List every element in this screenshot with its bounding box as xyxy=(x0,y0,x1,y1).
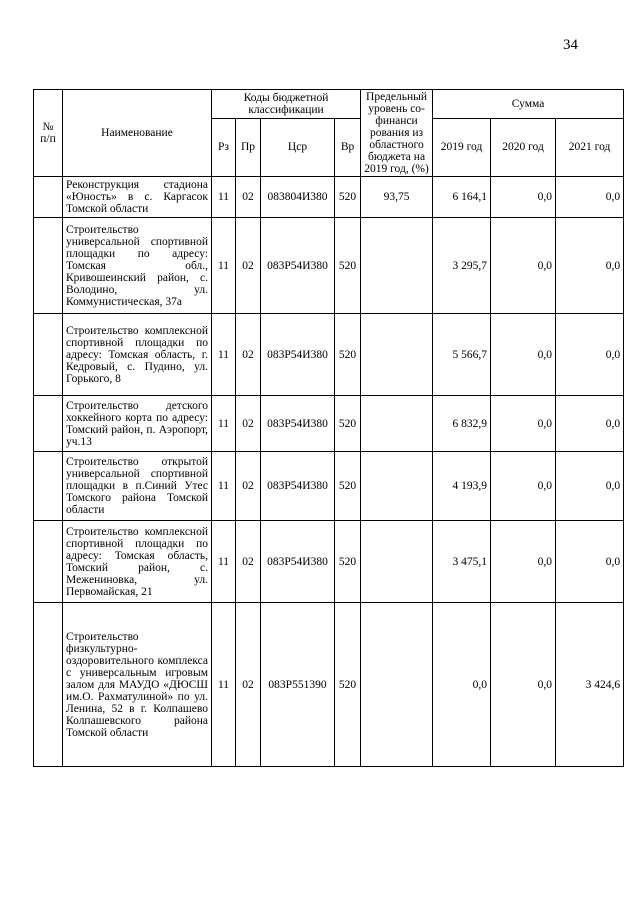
row-number xyxy=(34,314,63,396)
header-name: Наименование xyxy=(63,90,212,177)
row-vr: 520 xyxy=(335,177,361,218)
row-rz: 11 xyxy=(212,521,236,603)
header-cofinancing: Предельный уровень со-финанси рования из областного бюджета на 2019 год, (%) xyxy=(361,90,433,177)
row-number xyxy=(34,218,63,314)
row-cofinancing xyxy=(361,314,433,396)
row-pr: 02 xyxy=(236,603,261,767)
row-pr: 02 xyxy=(236,521,261,603)
row-2021: 0,0 xyxy=(556,177,624,218)
row-name: Строительство комплексной спортивной площадки по адресу: Томская область, Томский район, с. Межениновка, ул. Первомайская, 21 xyxy=(63,521,212,603)
row-number xyxy=(34,177,63,218)
row-2021: 0,0 xyxy=(556,218,624,314)
row-2019: 6 832,9 xyxy=(433,396,491,452)
header-sum: Сумма xyxy=(433,90,624,119)
header-rz: Рз xyxy=(212,118,236,176)
row-vr: 520 xyxy=(335,452,361,521)
row-csr: 083P54И380 xyxy=(261,218,335,314)
row-cofinancing xyxy=(361,521,433,603)
row-2019: 0,0 xyxy=(433,603,491,767)
row-csr: 083P551390 xyxy=(261,603,335,767)
row-number xyxy=(34,396,63,452)
row-cofinancing xyxy=(361,603,433,767)
table-row xyxy=(34,218,624,314)
row-rz: 11 xyxy=(212,452,236,521)
row-name: Строительство комплексной спортивной площадки по адресу: Томская область, г. Кедровый, с. Пудино, ул. Горького, 8 xyxy=(63,314,212,396)
table-row xyxy=(34,452,624,521)
table-row xyxy=(34,603,624,767)
row-2020: 0,0 xyxy=(491,218,556,314)
row-cofinancing xyxy=(361,396,433,452)
row-rz: 11 xyxy=(212,603,236,767)
row-pr: 02 xyxy=(236,396,261,452)
row-csr: 083804И380 xyxy=(261,177,335,218)
header-2021: 2021 год xyxy=(556,118,624,176)
row-rz: 11 xyxy=(212,396,236,452)
row-2021: 0,0 xyxy=(556,452,624,521)
row-rz: 11 xyxy=(212,218,236,314)
row-cofinancing xyxy=(361,452,433,521)
row-vr: 520 xyxy=(335,521,361,603)
budget-table xyxy=(33,89,624,767)
row-2021: 0,0 xyxy=(556,396,624,452)
row-rz: 11 xyxy=(212,314,236,396)
row-pr: 02 xyxy=(236,314,261,396)
header-2020: 2020 год xyxy=(491,118,556,176)
header-vr: Вр xyxy=(335,118,361,176)
row-2020: 0,0 xyxy=(491,177,556,218)
row-csr: 083P54И380 xyxy=(261,452,335,521)
table-row xyxy=(34,521,624,603)
row-2020: 0,0 xyxy=(491,521,556,603)
row-vr: 520 xyxy=(335,314,361,396)
row-2020: 0,0 xyxy=(491,603,556,767)
header-no: № п/п xyxy=(34,90,63,177)
row-number xyxy=(34,603,63,767)
table-row xyxy=(34,396,624,452)
page-number: 34 xyxy=(563,37,578,53)
row-vr: 520 xyxy=(335,396,361,452)
row-vr: 520 xyxy=(335,603,361,767)
row-pr: 02 xyxy=(236,177,261,218)
row-2020: 0,0 xyxy=(491,452,556,521)
header-budget-codes: Коды бюджетной классификации xyxy=(212,90,361,119)
row-2019: 4 193,9 xyxy=(433,452,491,521)
row-cofinancing: 93,75 xyxy=(361,177,433,218)
header-2019: 2019 год xyxy=(433,118,491,176)
row-pr: 02 xyxy=(236,452,261,521)
header-csr: Цср xyxy=(261,118,335,176)
row-name: Реконструкция стадиона «Юность» в с. Каргасок Томской области xyxy=(63,177,212,218)
row-name: Строительство открытой универсальной спортивной площадки в п.Синий Утес Томского района Томской области xyxy=(63,452,212,521)
row-2021: 0,0 xyxy=(556,521,624,603)
row-2019: 6 164,1 xyxy=(433,177,491,218)
row-number xyxy=(34,452,63,521)
row-2020: 0,0 xyxy=(491,314,556,396)
row-vr: 520 xyxy=(335,218,361,314)
row-pr: 02 xyxy=(236,218,261,314)
row-name: Строительство универсальной спортивной площадки по адресу: Томская обл., Кривошеинский район, с. Володино, ул. Коммунистическая, 37а xyxy=(63,218,212,314)
row-csr: 083P54И380 xyxy=(261,396,335,452)
header-pr: Пр xyxy=(236,118,261,176)
table-row xyxy=(34,177,624,218)
row-2021: 3 424,6 xyxy=(556,603,624,767)
row-number xyxy=(34,521,63,603)
table-row xyxy=(34,314,624,396)
row-csr: 083P54И380 xyxy=(261,314,335,396)
row-2019: 3 475,1 xyxy=(433,521,491,603)
row-name: Строительство детского хоккейного корта по адресу: Томский район, п. Аэропорт, уч.13 xyxy=(63,396,212,452)
row-2019: 5 566,7 xyxy=(433,314,491,396)
row-2021: 0,0 xyxy=(556,314,624,396)
row-2020: 0,0 xyxy=(491,396,556,452)
row-2019: 3 295,7 xyxy=(433,218,491,314)
row-name: Строительство физкультурно-оздоровительного комплекса с универсальным игровым залом для МАУДО «ДЮСШ им.О. Рахматулиной» по ул. Ленина, 52 в г. Колпашево Колпашевского района Томской области xyxy=(63,603,212,767)
row-rz: 11 xyxy=(212,177,236,218)
row-csr: 083P54И380 xyxy=(261,521,335,603)
row-cofinancing xyxy=(361,218,433,314)
